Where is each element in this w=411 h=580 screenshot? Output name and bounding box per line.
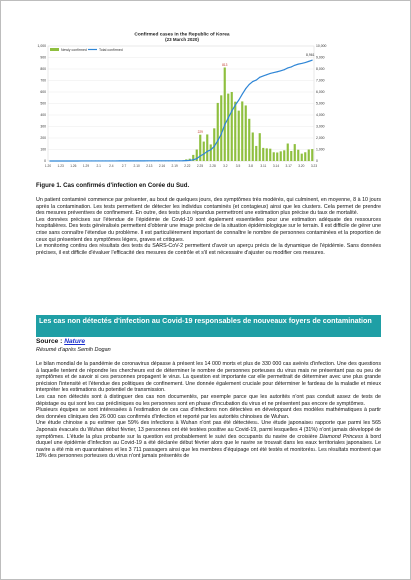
y-tick-label-left: 1,000 [37,44,46,49]
bar [252,132,254,161]
line-point [196,158,197,159]
footnote-ref-1[interactable]: 1 [255,421,258,426]
x-tick-label: 2.1 [96,164,101,168]
y-tick-label-right: 3,000 [316,124,325,129]
line-point [207,151,208,152]
line-point [245,88,246,89]
line-point [172,160,173,161]
intro-text [36,197,381,256]
line-point [308,61,309,62]
y-tick-label-right: 9,000 [316,55,325,60]
line-point [77,160,78,161]
y-tick-label-left: 100 [40,147,46,152]
line-point [301,63,302,64]
chart-subtitle: (23 March 2020) [165,37,199,42]
source-label: Source : [36,338,65,345]
line-point [305,62,306,63]
line-point [88,160,89,161]
line-point [294,65,295,66]
line-point [252,81,253,82]
line-point [266,74,267,75]
y-tick-label-right: 8,000 [316,67,325,72]
x-tick-label: 2.7 [121,164,127,168]
y-tick-label-right: 7,000 [316,78,325,83]
bar [210,144,212,161]
bar [248,119,250,161]
line-point [235,105,236,106]
line-point [98,160,99,161]
line-point [273,72,274,73]
bar [266,148,268,161]
article-paragraph-2: Les cas non détectés sont à distinguer des cas non documentés, par exemple parce que les autorités n'ont pas conduit assez de tests de dépistage ou qui sont les cas précliniques ou les personnes sont en phase d'incubation du virus et ne présentent pas encore de symptômes. [36,393,381,407]
line-point [56,160,57,161]
line-point [161,160,162,161]
confirmed-cases-chart [34,30,330,178]
line-point [154,160,155,161]
figure-caption: Figure 1. Cas confirmés d'infection en Corée du Sud. [36,182,190,189]
line-data-label: 8,961 [306,53,315,58]
y-tick-label-right: 5,000 [316,101,325,106]
intro-paragraph-1: Un patient contaminé commence par présenter, au bout de quelques jours, des symptômes très modérés, qui culminent, en moyenne, 8 à 10 jours après la contamination. Les tests permettent de détecter les individus contaminés (et contagieux) ainsi que les clusters. Cela permet de prendre des mesures préventives de confinement. En outre, des tests plus répandus permettront une estimation plus précise du taux de mortalité. [36,197,381,217]
intro-paragraph-3: Le monitoring continu des résultats des tests du SARS-CoV-2 permettent d'avoir un aperçu précis de la dynamique de l'épidémie. Sans données précises, il est difficile d'évaluer l'efficacité des mesures de contrôle et s'il est nécessaire d'ajuster ou modifier ces mesures. [36,243,381,256]
section-banner: Les cas non détectés d'infection au Covid-19 responsables de nouveaux foyers de contamination [36,315,381,337]
line-point [179,160,180,161]
line-point [116,160,117,161]
line-point [249,84,250,85]
line-point [214,146,215,147]
line-point [165,160,166,161]
bar [297,150,299,161]
line-point [256,80,257,81]
bar [304,152,306,161]
y-tick-label-right: 6,000 [316,90,325,95]
legend-label-total: Total confirmed [99,48,123,52]
x-tick-label: 3.14 [272,164,280,168]
line-point [238,100,239,101]
x-tick-label: 2.28 [209,164,216,168]
line-point [133,160,134,161]
article-paragraph-3: Plusieurs équipes se sont intéressées à l'estimation de ces cas d'infections non détectées en développant des modèles mathématiques à partir des données cliniques des 26 000 cas confirmés d'infection et reporté par les autorités chinoises de Wuhan. [36,407,381,420]
y-tick-label-left: 0 [44,159,46,164]
x-tick-label: 3.23 [310,164,318,168]
x-tick-label: 3.5 [235,164,241,168]
bar [269,149,271,161]
bar [203,142,205,161]
line-point [200,155,201,156]
line-point [123,160,124,161]
intro-paragraph-2: Les données précises sur l'étendue de l'épidémie de Covid-19 sont également essentielles pour une estimation adéquate des ressources hospitalières. Des tests généralisés permettent d'obtenir une image précise de la situation épidémiologique sur le terrain. Il est difficile de gérer une crise sans connaître l'étendue du problème. Il est particulièrement important de connaître le nombre de personnes contaminées et la proportion de ceux qui présentent des symptômes légers, graves et critiques. [36,216,381,243]
bar [311,149,313,161]
bar [283,150,285,161]
bar [206,134,208,161]
line-point [105,160,106,161]
bar [280,151,282,161]
y-tick-label-left: 900 [40,55,46,60]
y-tick-label-right: 4,000 [316,113,325,118]
x-tick-label: 2.25 [196,164,204,168]
footnote-ref-2[interactable]: 2 [311,421,314,426]
line-point [140,160,141,161]
line-point [168,160,169,161]
x-tick-label: 3.17 [285,164,292,168]
bar [290,151,292,161]
line-point [119,160,120,161]
y-tick-label-right: 1,000 [316,147,325,152]
line-point [291,66,292,67]
x-tick-label: 1.26 [70,164,77,168]
y-tick-label-left: 300 [40,124,46,129]
line-point [126,160,127,161]
line-point [74,160,75,161]
bar [308,150,310,162]
line-point [186,160,187,161]
source-link[interactable]: Nature [64,338,86,345]
x-tick-label: 2.22 [184,164,191,168]
bar [217,103,219,161]
x-tick-label: 3.8 [248,164,253,168]
line-point [221,134,222,135]
legend-swatch-newly [50,48,59,51]
line-point [203,154,204,155]
x-tick-label: 3.11 [260,164,267,168]
bar [224,68,226,161]
bar [255,146,257,161]
line-point [102,160,103,161]
bar [220,95,222,161]
line-point [109,160,110,161]
line-point [63,160,64,161]
line-point [144,160,145,161]
line-point [49,160,50,161]
footnote-ref-3[interactable]: 3 [313,447,316,452]
x-tick-label: 2.10 [133,164,140,168]
line-point [147,160,148,161]
bar [301,154,303,161]
bar [276,152,278,161]
bar [245,105,247,161]
line-point [193,159,194,160]
line-point [242,94,243,95]
article-text [36,361,381,460]
line-point [81,160,82,161]
x-tick-label: 1.29 [82,164,90,168]
y-tick-label-right: 2,000 [316,136,325,141]
bar [259,133,261,161]
y-tick-label-left: 400 [40,113,46,118]
x-tick-label: 2.13 [146,164,153,168]
line-point [312,60,313,61]
line-point [259,77,260,78]
bar [262,148,264,161]
bar [238,111,240,161]
bar [234,102,236,161]
line-point [91,160,92,161]
bar-data-label: 813 [222,63,228,68]
summary-attribution: Résumé d'après Semih Dogan [36,347,111,353]
x-tick-label: 3.20 [298,164,305,168]
line-point [280,70,281,71]
line-point [277,71,278,72]
line-point [231,111,232,112]
legend-label-newly: Newly confirmed [61,48,87,52]
line-point [298,64,299,65]
y-tick-label-right: 0 [316,159,318,164]
y-tick-label-left: 200 [40,136,46,141]
line-point [137,160,138,161]
line-point [70,160,71,161]
y-tick-label-left: 700 [40,78,46,83]
article-paragraph-1: Le bilan mondial de la pandémie de coronavirus dépasse à présent les 14 000 morts et plus de 330 000 cas avérés d'infection. Une des questions à laquelle tentent de répondre les chercheurs est de déterminer le nombre de personnes porteuses du virus mais ne présentant pas ou peu de symptômes et de savoir si ces personnes propagent le virus. La question est importante car elle permettrait de déterminer avec une plus grande précision l'intensité et l'étendue des politiques de confinement. Une donnée également cruciale pour déterminer le fardeau de la maladie et mieux interpréter les estimations du potentiel de transmission. [36,361,381,394]
x-tick-label: 1.20 [44,164,52,168]
line-point [224,124,225,125]
line-point [284,69,285,70]
bar [241,101,243,161]
line-point [263,75,264,76]
x-tick-label: 1.23 [57,164,64,168]
line-point [270,73,271,74]
bar [273,152,275,161]
y-tick-label-left: 600 [40,90,46,95]
line-point [158,160,159,161]
line-point [130,160,131,161]
line-point [67,160,68,161]
series-line [50,60,313,161]
article-paragraph-4: Une étude chinoise a pu estimer que 59% des infections à Wuhan n'ont pas été détectées$^1$. Une étude japonaise$^2$ rapporte que parmi les 565 Japonais évacués du Wuhan début février, 13 personnes ont été testées positive au Covid-19, parmi lesquelles 4 (31%) n'ont jamais développé de symptômes. L'étude la plus probante sur la question est probablement le suivi des occupants du navire de croisière Diamond Princess à bord duquel une épidémie d'infection au Covid-19 a été déclarée début février alors que le navire se trouvait dans les eaux territoriales japonaises. Le navire a été mis en quarantaines et les 3 711 passagers ainsi que les membres d'équipage ont été testés et monitorés$^3$. Les résultats montrent que 18% des personnes porteuses du virus n'ont jamais présentés de [36,420,382,460]
line-point [112,160,113,161]
bar [227,94,229,161]
line-point [84,160,85,161]
line-point [210,149,211,150]
bar [231,92,233,161]
x-tick-label: 2.4 [109,164,114,168]
line-point [60,160,61,161]
chart-title: Confirmed cases in the Republic of Korea [134,32,230,38]
line-point [217,140,218,141]
x-tick-label: 2.16 [158,164,166,168]
line-point [175,160,176,161]
line-point [189,160,190,161]
line-point [151,160,152,161]
line-point [287,67,288,68]
y-tick-label-right: 10,000 [316,44,327,49]
y-tick-label-left: 500 [40,101,46,106]
y-tick-label-left: 800 [40,67,46,72]
bar-data-label: 229 [197,130,203,135]
ship-name: Diamond Princess [319,433,364,440]
chart-svg [34,30,330,178]
line-point [182,160,183,161]
x-tick-label: 2.19 [171,164,178,168]
line-point [228,118,229,119]
line-point [53,160,54,161]
bar [294,144,296,161]
source-line [36,338,85,345]
x-tick-label: 3.2 [223,164,228,168]
line-point [95,160,96,161]
bar [287,144,289,161]
